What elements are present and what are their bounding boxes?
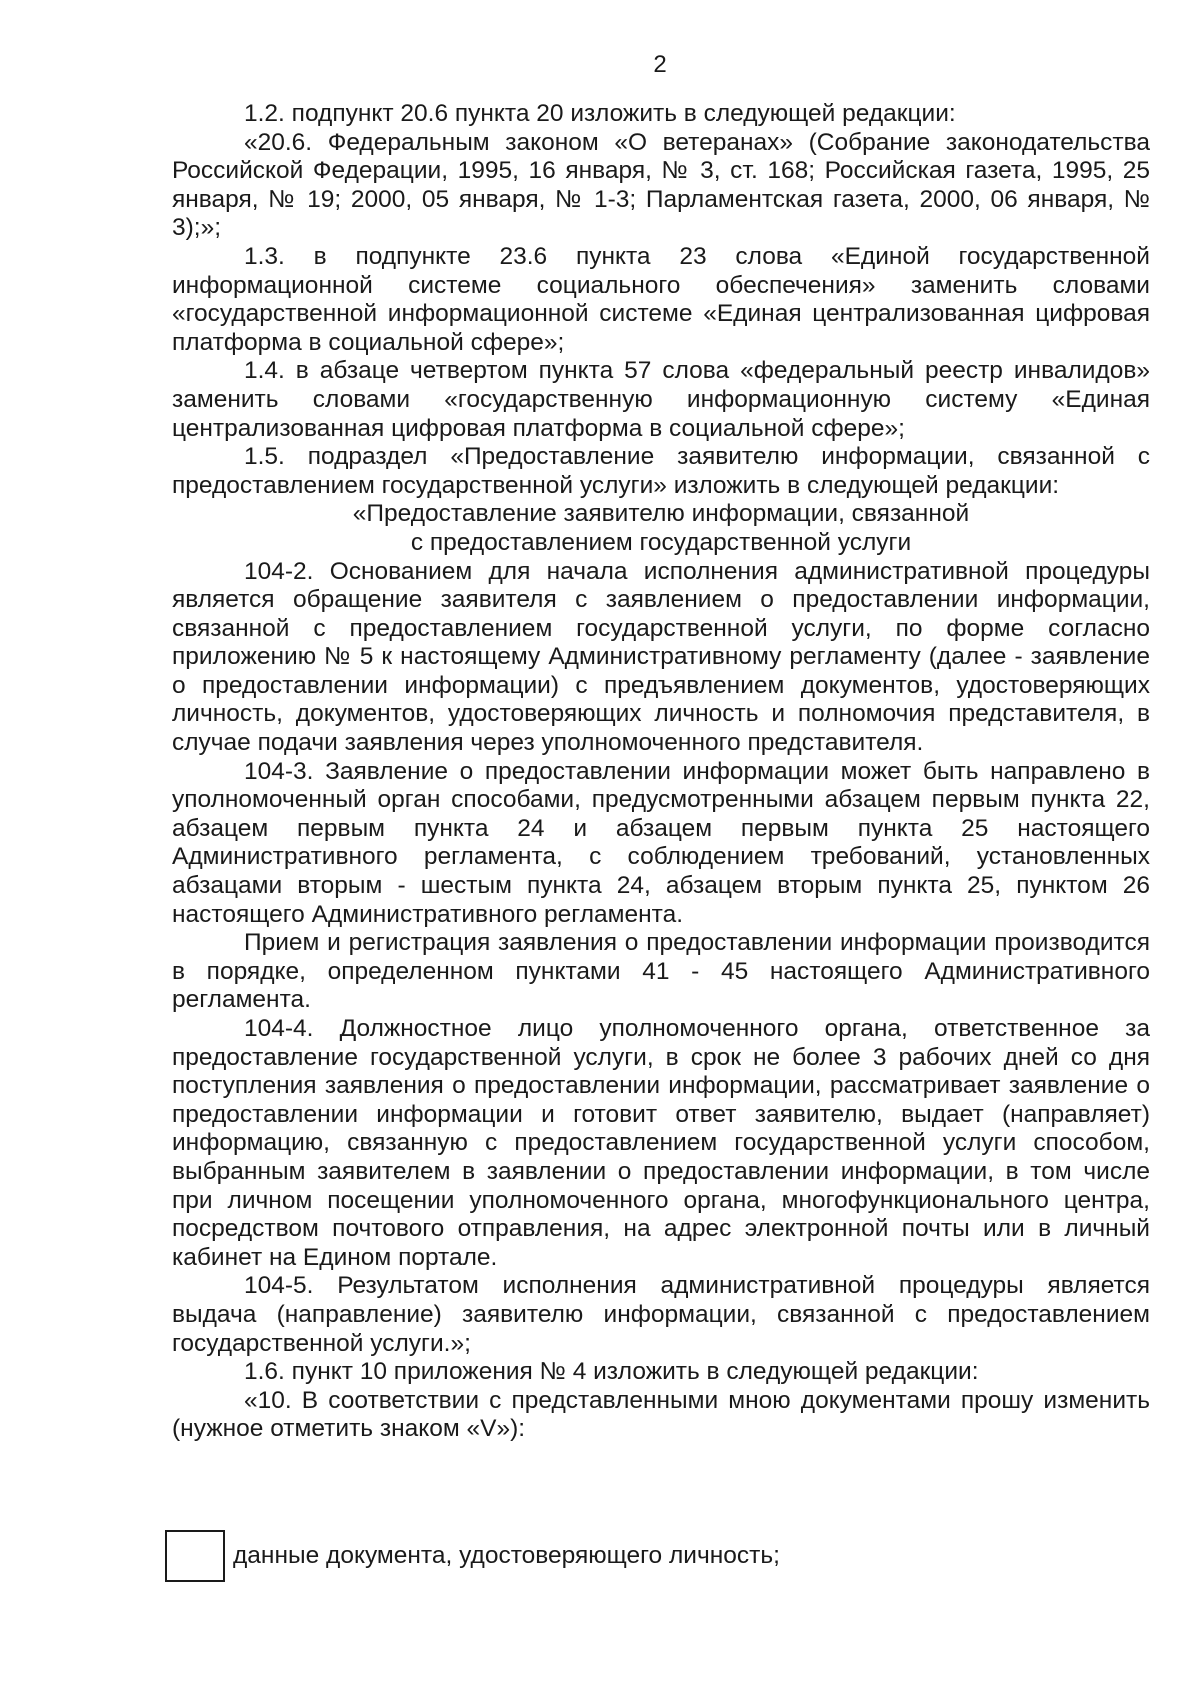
page-number: 2 bbox=[653, 51, 667, 78]
paragraph-10: «10. В соответствии с представленными мною документами прошу изменить (нужное отметить знаком «V»): bbox=[172, 1386, 1150, 1443]
subsection-heading-line-1: «Предоставление заявителю информации, связанной bbox=[352, 500, 970, 528]
paragraph-1-4: 1.4. в абзаце четвертом пункта 57 слова «федеральный реестр инвалидов» заменить словами «государственную информационную систему «Единая централизованная цифровая платформа в социальной сфере»; bbox=[172, 357, 1150, 442]
paragraph-1-3: 1.3. в подпункте 23.6 пункта 23 слова «Единой государственной информационной системе социального обеспечения» заменить словами «государственной информационной системе «Единая централизованная цифровая платформа в социальной сфере»; bbox=[172, 242, 1150, 356]
checkbox-label: данные документа, удостоверяющего личность; bbox=[233, 1542, 780, 1569]
paragraph-1-2: 1.2. подпункт 20.6 пункта 20 изложить в следующей редакции: bbox=[244, 100, 956, 127]
paragraph-104-2: 104-2. Основанием для начала исполнения административной процедуры является обращение заявителя с заявлением о предоставлении информации, связанной с предоставлением государственной услуги, по форме согласно приложению № 5 к настоящему Административному регламенту (далее - заявление о предоставлении информации) с предъявлением документов, удостоверяющих личность, документов, удостоверяющих личность и полномочия представителя, в случае подачи заявления через уполномоченного представителя. bbox=[172, 557, 1150, 757]
paragraph-registration: Прием и регистрация заявления о предоставлении информации производится в порядке, определенном пунктами 41 - 45 настоящего Административного регламента. bbox=[172, 929, 1150, 1014]
document-body bbox=[172, 100, 1150, 1444]
paragraph-1-6: 1.6. пункт 10 приложения № 4 изложить в следующей редакции: bbox=[244, 1358, 979, 1386]
paragraph-1-5: 1.5. подраздел «Предоставление заявителю информации, связанной с предоставлением государственной услуги» изложить в следующей редакции: bbox=[172, 443, 1150, 499]
paragraph-104-4: 104-4. Должностное лицо уполномоченного органа, ответственное за предоставление государственной услуги, в срок не более 3 рабочих дней со дня поступления заявления о предоставлении информации, рассматривает заявление о предоставлении информации и готовит ответ заявителю, выдает (направляет) информацию, связанную с предоставлением государственной услуги способом, выбранным заявителем в заявлении о предоставлении информации, в том числе при личном посещении уполномоченного органа, многофункционального центра, посредством почтового отправления, на адрес электронной почты или в личный кабинет на Едином портале. bbox=[172, 1015, 1150, 1271]
checkbox[interactable] bbox=[165, 1530, 225, 1582]
paragraph-20-6: «20.6. Федеральным законом «О ветеранах» (Собрание законодательства Российской Федерации, 1995, 16 января, № 3, ст. 168; Российская газета, 1995, 25 января, № 19; 2000, 05 января, № 1-3; Парламентская газета, 2000, 06 января, № 3);»; bbox=[172, 128, 1150, 242]
checkbox-row-identity-document bbox=[165, 1530, 780, 1582]
paragraph-104-5: 104-5. Результатом исполнения административной процедуры является выдача (направление) заявителю информации, связанной с предоставлением государственной услуги.»; bbox=[172, 1272, 1150, 1357]
paragraph-104-3: 104-3. Заявление о предоставлении информации может быть направлено в уполномоченный орган способами, предусмотренными абзацем первым пункта 22, абзацем первым пункта 24 и абзацем первым пункта 25 настоящего Административного регламента, с соблюдением требований, установленных абзацами вторым - шестым пункта 24, абзацем вторым пункта 25, пунктом 26 настоящего Административного регламента. bbox=[172, 757, 1150, 928]
subsection-heading-line-2: с предоставлением государственной услуги bbox=[410, 528, 912, 556]
